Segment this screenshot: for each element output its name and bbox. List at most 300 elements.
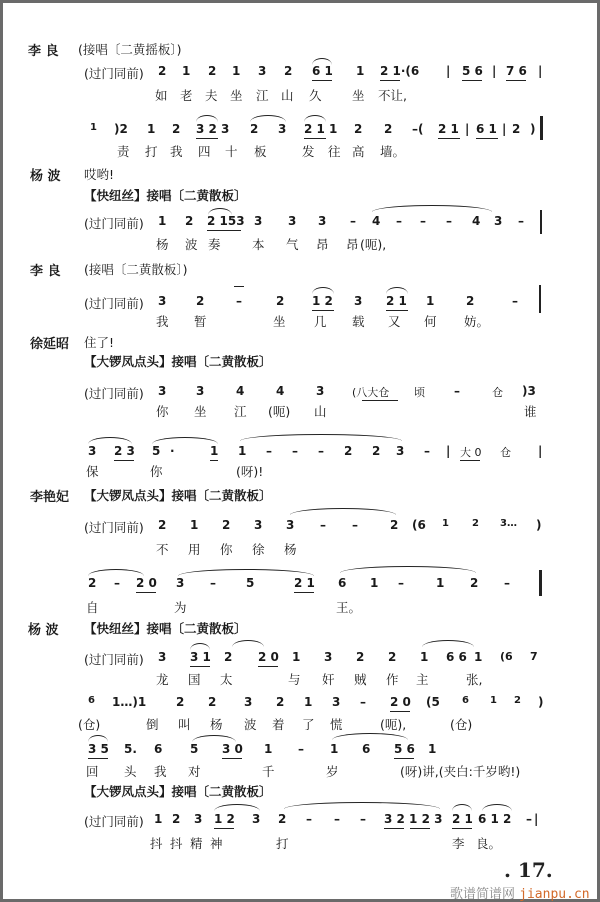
lyric-char: 不 xyxy=(156,542,169,557)
note: 3 xyxy=(258,64,267,78)
watermark xyxy=(450,883,590,902)
note: 2 xyxy=(172,812,181,826)
rest-dash: – xyxy=(352,518,358,532)
slur-mark xyxy=(312,58,332,65)
slur-mark xyxy=(386,287,408,294)
note: 3 xyxy=(324,650,333,664)
lyric-char: 山 xyxy=(281,88,294,103)
note: 3 xyxy=(316,384,325,398)
underline-beam xyxy=(136,592,156,593)
note: 1 xyxy=(182,64,191,78)
note-group: 7 6 xyxy=(506,64,527,78)
underline-beam xyxy=(410,828,430,829)
lyric-char: 杨 xyxy=(284,542,297,557)
rest-dash: –( xyxy=(412,122,424,136)
lyrics-row xyxy=(0,86,600,104)
slur-mark xyxy=(482,804,512,811)
interlude-prefix: (过门同前) xyxy=(84,66,144,81)
rest-dash: – xyxy=(360,812,366,826)
lyric-char: 打 xyxy=(276,836,289,851)
lyric-char: 昂 xyxy=(346,237,359,252)
notation-row xyxy=(0,64,600,84)
lyrics-row xyxy=(0,834,600,852)
lyric-char: 夫 xyxy=(205,88,218,103)
rest-dash: – xyxy=(512,294,518,308)
notation-row xyxy=(0,518,600,538)
note: 4 xyxy=(236,384,245,398)
notation-row xyxy=(0,650,600,670)
final-barline xyxy=(539,570,542,596)
note-group: 5 6 xyxy=(462,64,483,78)
note: ) xyxy=(536,518,542,532)
note: 1 xyxy=(356,64,365,78)
slur-mark xyxy=(232,640,264,647)
notation-row xyxy=(0,812,600,832)
lyric-char: 你 xyxy=(220,542,233,557)
lyric-char: 龙 xyxy=(156,672,169,687)
final-barline xyxy=(540,116,543,140)
note-group: 2 0 xyxy=(136,576,157,590)
page-border-top xyxy=(0,0,600,3)
note-group: 2 153 xyxy=(207,214,245,228)
slur-mark xyxy=(152,437,218,444)
note: 3 xyxy=(288,214,297,228)
lyric-char: 用 xyxy=(188,542,201,557)
note: 2 xyxy=(470,576,479,590)
slur-mark xyxy=(214,804,260,811)
note: (5 xyxy=(426,695,440,709)
role-name: 李艳妃 xyxy=(30,490,70,505)
note-group: 2 1·(6 xyxy=(380,64,420,78)
note: 2 xyxy=(158,64,167,78)
note: 2 xyxy=(278,812,287,826)
note-group: 6 1 2 xyxy=(478,812,512,826)
note: 2 xyxy=(384,122,393,136)
note: 3 xyxy=(254,518,263,532)
note: 6 xyxy=(338,576,347,590)
watermark-site-name: 歌谱简谱网 xyxy=(450,887,516,902)
lyric-char: 几 xyxy=(314,314,327,329)
rest-dash: – xyxy=(306,812,312,826)
interlude-prefix: (过门同前) xyxy=(84,386,144,401)
underline-beam xyxy=(312,310,334,311)
note-group: 6 1 xyxy=(476,122,497,136)
lyric-char: 倒 xyxy=(146,717,159,732)
underline-beam xyxy=(222,758,242,759)
lyric-char: 山 xyxy=(314,404,327,419)
lyric-char: 张, xyxy=(466,672,483,687)
stage-direction: 【快纽丝】接唱〔二黄散板〕 xyxy=(84,188,247,203)
lyrics-row xyxy=(0,402,600,420)
lyric-char: (呃) xyxy=(268,404,291,419)
barline-glyph: | xyxy=(538,444,543,458)
lyrics-row xyxy=(0,670,600,688)
note: 3… xyxy=(500,518,517,529)
note: 2 xyxy=(276,294,285,308)
slur-mark xyxy=(284,802,440,809)
lyric-char: 与 xyxy=(288,672,301,687)
note: 1 xyxy=(190,518,199,532)
barline-glyph: | xyxy=(502,122,507,136)
note-fermata: 4 xyxy=(276,384,285,398)
slur-mark xyxy=(196,115,218,122)
note: 1 xyxy=(147,122,156,136)
rest-dash: – xyxy=(210,576,216,590)
note-group: 5 6 xyxy=(394,742,415,756)
lyric-char: 抖 xyxy=(170,836,183,851)
stage-direction: 【快纽丝】接唱〔二黄散板〕 xyxy=(84,621,247,636)
lyric-char: 老 xyxy=(180,88,193,103)
underline-beam xyxy=(88,758,108,759)
note: 5 xyxy=(152,444,161,458)
lyrics-row xyxy=(0,762,600,780)
rest-dash: – xyxy=(360,695,366,709)
spoken-line: 住了! xyxy=(84,335,115,350)
lyrics-row xyxy=(0,462,600,480)
underline-beam xyxy=(390,711,410,712)
lyric-char: 王。 xyxy=(336,600,362,615)
note: 2 xyxy=(172,122,181,136)
barline xyxy=(539,285,541,313)
interlude-prefix: (过门同前) xyxy=(84,216,144,231)
lyrics-row xyxy=(0,235,600,253)
notation-row xyxy=(0,444,600,464)
lyrics-row xyxy=(0,312,600,330)
note: 1 xyxy=(210,444,219,458)
note: 2 xyxy=(466,294,475,308)
note: 5. xyxy=(124,742,137,756)
note: )3 xyxy=(522,384,536,398)
barline-glyph: | xyxy=(534,812,539,826)
note: 3 xyxy=(158,384,167,398)
note-group: 2 3 xyxy=(114,444,135,458)
lyric-char: 杨 xyxy=(210,717,223,732)
slur-mark xyxy=(240,434,402,441)
lyric-char: 载 xyxy=(352,314,365,329)
lyric-char: 奏 xyxy=(208,237,221,252)
lyric-char: 对 xyxy=(188,764,201,779)
lyric-char: 头 xyxy=(124,764,137,779)
underline-beam xyxy=(394,758,414,759)
note-group: 1…)1 xyxy=(112,695,147,709)
stage-direction: 【大锣凤点头】接唱〔二黄散板〕 xyxy=(84,784,272,799)
lyric-char: 千 xyxy=(262,764,275,779)
underline-beam xyxy=(214,828,234,829)
lyric-char: 岁 xyxy=(326,764,339,779)
note: 2 xyxy=(514,695,521,706)
note: ) xyxy=(538,695,544,709)
lyric-char: 坐 xyxy=(273,314,286,329)
note: 2 xyxy=(250,122,259,136)
role-name: 徐延昭 xyxy=(30,337,70,352)
underline-beam xyxy=(312,80,332,81)
note: 1 xyxy=(442,518,449,529)
lyric-char: (呀)! xyxy=(236,464,264,479)
barline xyxy=(540,210,542,234)
note: 1 xyxy=(158,214,167,228)
percussion-group: 大 0 xyxy=(460,446,482,459)
lyrics-row xyxy=(0,598,600,616)
note: (6 xyxy=(412,518,426,532)
lyric-char: 坐 xyxy=(230,88,243,103)
lyric-char: 板 xyxy=(254,144,267,159)
lyric-char: 如 xyxy=(155,88,168,103)
lyric-char: 国 xyxy=(188,672,201,687)
lyric-char: 我 xyxy=(154,764,167,779)
note: 3 xyxy=(176,576,185,590)
slur-mark xyxy=(178,569,314,576)
note: 6 xyxy=(462,695,469,706)
slur-mark xyxy=(312,287,334,294)
note-group: 2 1 xyxy=(386,294,407,308)
note: 1 xyxy=(90,122,97,133)
lyric-char: 责 xyxy=(117,144,130,159)
stage-direction: 【大锣凤点头】接唱〔二黄散板〕 xyxy=(84,354,272,369)
lyric-char: 十 xyxy=(225,144,238,159)
note: 2 xyxy=(276,695,285,709)
underline-beam xyxy=(506,80,526,81)
barline-glyph: | xyxy=(538,64,543,78)
interlude-prefix: (过门同前) xyxy=(84,652,144,667)
note: 3 xyxy=(354,294,363,308)
note: 3 xyxy=(252,812,261,826)
note: 4 xyxy=(372,214,381,228)
note-group: 2 1 xyxy=(452,812,473,826)
note: 1 xyxy=(154,812,163,826)
note: 1 xyxy=(232,64,241,78)
lyric-char: 了 xyxy=(302,717,315,732)
rest-dash: – xyxy=(398,576,404,590)
note: 3 xyxy=(332,695,341,709)
percussion: 仓 xyxy=(500,446,511,459)
lyric-char: 贼 xyxy=(354,672,367,687)
barline-glyph: | xyxy=(492,64,497,78)
slur-mark xyxy=(192,735,236,742)
slur-mark xyxy=(452,804,472,811)
note: 7 xyxy=(530,650,538,663)
percussion-group: (八大仓 xyxy=(352,386,390,399)
lyrics-row xyxy=(0,540,600,558)
note-group: 6 6 xyxy=(446,650,467,664)
rest-dash: – xyxy=(424,444,430,458)
lyric-char: 叫 xyxy=(178,717,191,732)
slur-mark xyxy=(290,508,396,515)
note-group: 2 0 xyxy=(390,695,411,709)
lyric-char: 四 xyxy=(198,144,211,159)
note: 2 xyxy=(158,518,167,532)
lyric-char: 李 xyxy=(452,836,465,851)
note: 1 xyxy=(370,576,379,590)
lyric-char: (呀)讲,(夹白:千岁哟!) xyxy=(400,764,521,779)
lyric-char: 奸 xyxy=(322,672,335,687)
notation-row xyxy=(0,695,600,715)
slur-mark xyxy=(208,208,232,215)
lyric-char: 本 xyxy=(252,237,265,252)
lyric-char: 太 xyxy=(220,672,233,687)
lyric-char: (仓) xyxy=(450,717,473,732)
note: 3 xyxy=(158,650,167,664)
note-group: 3 1 xyxy=(190,650,211,664)
slur-mark xyxy=(332,733,408,740)
role-name: 杨 波 xyxy=(28,623,59,638)
note: 2 xyxy=(222,518,231,532)
rest-dash: – xyxy=(350,214,356,228)
lyric-char: 墙。 xyxy=(380,144,406,159)
rest-dash: – xyxy=(518,214,524,228)
rest-dash: – xyxy=(396,214,402,228)
lyric-char: 坐 xyxy=(352,88,365,103)
note-group: 2 1 xyxy=(294,576,315,590)
note: 1 xyxy=(474,650,483,664)
note: 5 xyxy=(190,742,199,756)
rest-dash: – xyxy=(298,742,304,756)
note: 3 xyxy=(196,384,205,398)
note: 6 xyxy=(362,742,371,756)
lyric-char: 我 xyxy=(170,144,183,159)
rest-dash: – xyxy=(236,294,242,308)
underline-beam xyxy=(380,80,400,81)
note: ) xyxy=(530,122,536,136)
lyric-char: 又 xyxy=(388,314,401,329)
note: 2 xyxy=(372,444,381,458)
percussion: 顷 xyxy=(414,386,425,399)
lyric-char: 精 xyxy=(190,836,203,851)
note: 3 xyxy=(158,294,167,308)
interlude-prefix: (过门同前) xyxy=(84,814,144,829)
watermark-url: jianpu.cn xyxy=(519,887,590,902)
lyric-char: 妨。 xyxy=(464,314,490,329)
slur-mark xyxy=(88,437,132,444)
note-group: 1 2 xyxy=(214,812,235,826)
note: (6 xyxy=(500,650,513,663)
note-group: 2 0 xyxy=(258,650,279,664)
underline-beam xyxy=(438,138,460,139)
lyric-char: 发 xyxy=(302,144,315,159)
underline-beam xyxy=(476,138,498,139)
lyric-char: 抖 xyxy=(150,836,163,851)
slur-mark xyxy=(304,115,326,122)
underline-beam xyxy=(304,138,326,139)
rest-dash: – xyxy=(446,214,452,228)
lyric-char: 我 xyxy=(156,314,169,329)
rest-dash: – xyxy=(114,576,120,590)
note: 2 xyxy=(196,294,205,308)
role-name: 李 良 xyxy=(28,44,59,59)
lyric-char: 往 xyxy=(328,144,341,159)
note: 3 xyxy=(194,812,203,826)
note: 5 xyxy=(246,576,255,590)
note: 6 xyxy=(88,695,95,706)
notation-row xyxy=(0,742,600,762)
lyrics-row xyxy=(0,715,600,733)
rest-dash: – xyxy=(420,214,426,228)
slur-mark xyxy=(340,566,476,573)
note: 1 xyxy=(420,650,429,664)
lyrics-row xyxy=(0,142,600,160)
note-group: 3 5 xyxy=(88,742,109,756)
note-group: 6 1 xyxy=(312,64,333,78)
interlude-prefix: (过门同前) xyxy=(84,520,144,535)
note-group: 2 1 xyxy=(438,122,459,136)
note: 2 xyxy=(390,518,399,532)
note: 2 xyxy=(176,695,185,709)
lyric-char: 昂 xyxy=(316,237,329,252)
note: 2 xyxy=(344,444,353,458)
note: 1 xyxy=(436,576,445,590)
lyric-char: 神 xyxy=(210,836,223,851)
note: 4 xyxy=(472,214,481,228)
note: 3 xyxy=(254,214,263,228)
lyric-char: (呃), xyxy=(380,717,407,732)
underline-beam xyxy=(114,460,134,461)
rest-dash: – xyxy=(318,444,324,458)
lyric-char: 徐 xyxy=(252,542,265,557)
underline-beam xyxy=(294,592,314,593)
underline-beam xyxy=(384,828,404,829)
note: 2 xyxy=(185,214,194,228)
underline-beam xyxy=(258,666,278,667)
lyric-char: 高 xyxy=(352,144,365,159)
stage-direction: 【大锣凤点头】接唱〔二黄散板〕 xyxy=(84,488,272,503)
lyric-char: 回 xyxy=(86,764,99,779)
rest-dash: – xyxy=(266,444,272,458)
note: 2 xyxy=(224,650,233,664)
lyric-char: 着 xyxy=(272,717,285,732)
note: 2 xyxy=(208,64,217,78)
note: )2 xyxy=(114,122,128,136)
lyric-char: 坐 xyxy=(194,404,207,419)
underline-beam xyxy=(462,80,482,81)
lyric-char: 杨 xyxy=(156,237,169,252)
overline-mark xyxy=(234,286,244,287)
lyric-char: 谁 xyxy=(524,404,537,419)
note: 2 xyxy=(88,576,97,590)
dot: · xyxy=(170,444,175,458)
rest-dash: – xyxy=(334,812,340,826)
note-group: 3 0 xyxy=(222,742,243,756)
lyric-char: 不让, xyxy=(378,88,407,103)
note: 2 xyxy=(354,122,363,136)
underline-beam xyxy=(196,138,218,139)
stage-direction: (接唱〔二黄摇板〕) xyxy=(78,42,182,57)
note: 1 xyxy=(292,650,301,664)
barline-glyph: | xyxy=(465,122,470,136)
notation-row xyxy=(0,214,600,234)
underline-beam xyxy=(190,666,210,667)
page-number: . 17. xyxy=(504,858,553,882)
note: 3 xyxy=(244,695,253,709)
note: 2 xyxy=(356,650,365,664)
underline-beam xyxy=(362,400,398,401)
lyric-char: 久 xyxy=(309,88,322,103)
rest-dash: – xyxy=(292,444,298,458)
note: 2 xyxy=(388,650,397,664)
lyric-char: 气 xyxy=(286,237,299,252)
note: 2 xyxy=(284,64,293,78)
note: 1 xyxy=(304,695,313,709)
note: 3 xyxy=(88,444,97,458)
stage-direction: (接唱〔二黄散板〕) xyxy=(84,262,188,277)
note-group: 3 2 3 xyxy=(196,122,230,136)
barline-glyph: | xyxy=(446,64,451,78)
note-fermata: 3 xyxy=(396,444,405,458)
lyric-char: 江 xyxy=(234,404,247,419)
lyric-char: 打 xyxy=(145,144,158,159)
note: 1 xyxy=(330,742,339,756)
lyric-char: 你 xyxy=(150,464,163,479)
spoken-line: 哎哟! xyxy=(84,167,115,182)
slur-mark xyxy=(88,569,144,576)
